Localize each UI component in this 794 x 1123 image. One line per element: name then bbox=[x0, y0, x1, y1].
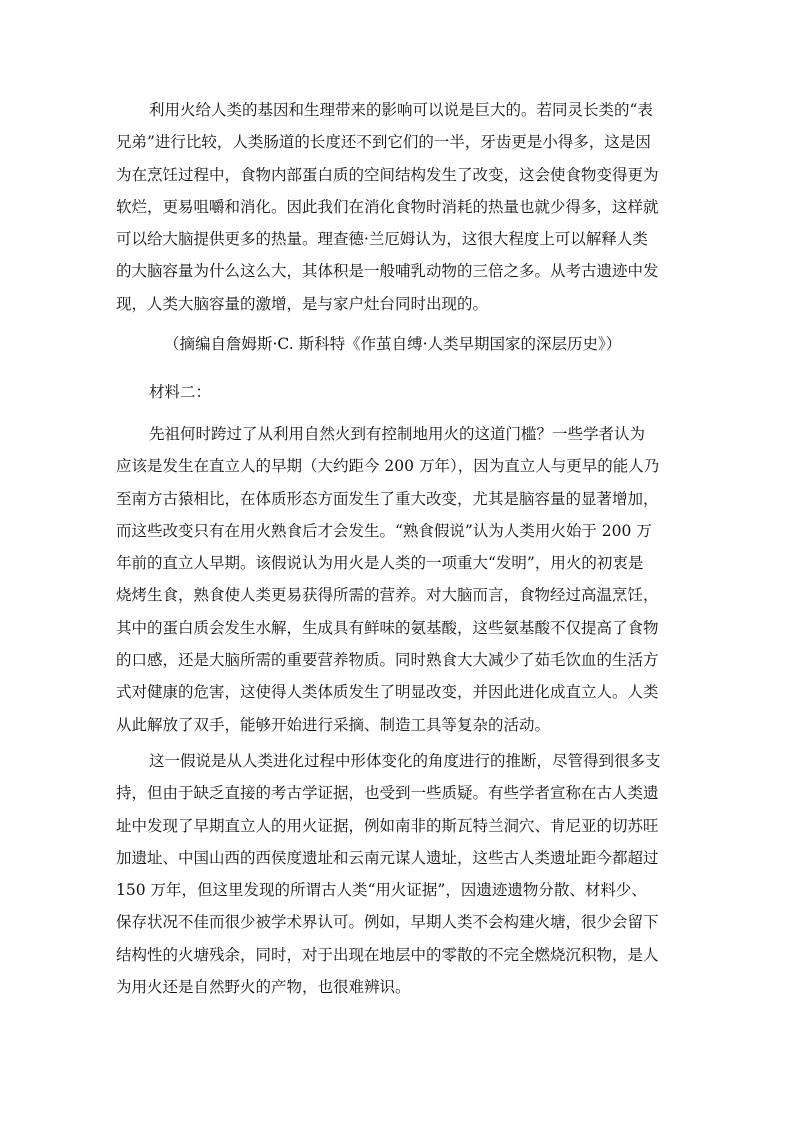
paragraph-line: 150 万年，但这里发现的所谓古人类“用火证据”，因遗迹遗物分散、材料少、 bbox=[116, 881, 647, 900]
paragraph-line: 软烂，更易咀嚼和消化。因此我们在消化食物时消耗的热量也就少得多，这样就 bbox=[116, 197, 659, 216]
paragraph-line: 的大脑容量为什么这么大，其体积是一般哺乳动物的三倍之多。从考古遗迹中发 bbox=[116, 262, 659, 281]
paragraph-1 bbox=[116, 94, 676, 320]
paragraph-line: 至南方古猿相比，在体质形态方面发生了重大改变，尤其是脑容量的显著增加， bbox=[116, 489, 659, 508]
paragraph-line: 为用火还是自然野火的产物，也很难辨识。 bbox=[116, 978, 411, 997]
paragraph-line: 烧烤生食，熟食使人类更易获得所需的营养。对大脑而言，食物经过高温烹饪， bbox=[116, 586, 659, 605]
paragraph-line: 利用火给人类的基因和生理带来的影响可以说是巨大的。若同灵长类的“表 bbox=[149, 101, 653, 119]
paragraph-line: 式对健康的危害，这使得人类体质发生了明显改变，并因此进化成直立人。人类 bbox=[116, 683, 659, 702]
material-heading-text: 材料二： bbox=[149, 383, 212, 401]
paragraph-line: 这一假说是从人类进化过程中形体变化的角度进行的推断，尽管得到很多支 bbox=[149, 752, 661, 770]
paragraph-line: 先祖何时跨过了从利用自然火到有控制地用火的这道门槛？一些学者认为 bbox=[149, 425, 646, 443]
paragraph-line: 现，人类大脑容量的激增，是与家户灶台同时出现的。 bbox=[116, 294, 489, 313]
paragraph-line: 保存状况不佳而很少被学术界认可。例如，早期人类不会构建火塘，很少会留下 bbox=[116, 913, 659, 932]
paragraph-line: 的口感，还是大脑所需的重要营养物质。同时熟食大大减少了茹毛饮血的生活方 bbox=[116, 651, 659, 670]
paragraph-line: 兄弟”进行比较，人类肠道的长度还不到它们的一半，牙齿更是小得多，这是因 bbox=[116, 133, 651, 152]
paragraph-line: 可以给大脑提供更多的热量。理查德·兰厄姆认为，这很大程度上可以解释人类 bbox=[116, 230, 648, 249]
material-heading bbox=[116, 376, 676, 408]
paragraph-line: 址中发现了早期直立人的用火证据，例如南非的斯瓦特兰洞穴、肯尼亚的切苏旺 bbox=[116, 816, 659, 835]
source-citation-text: （摘编自詹姆斯·C. 斯科特《作茧自缚·人类早期国家的深层历史》） bbox=[164, 335, 622, 353]
paragraph-line: 加遗址、中国山西的西侯度遗址和云南元谋人遗址，这些古人类遗址距今都超过 bbox=[116, 848, 659, 867]
paragraph-line: 为在烹饪过程中，食物内部蛋白质的空间结构发生了改变，这会使食物变得更为 bbox=[116, 165, 659, 184]
paragraph-3 bbox=[116, 745, 676, 1003]
paragraph-line: 结构性的火塘残余，同时，对于出现在地层中的零散的不完全燃烧沉积物，是人 bbox=[116, 945, 659, 964]
source-citation bbox=[116, 328, 678, 360]
paragraph-line: 应该是发生在直立人的早期（大约距今 200 万年），因为直立人与更早的能人乃 bbox=[116, 457, 660, 476]
paragraph-line: 从此解放了双手，能够开始进行采摘、制造工具等复杂的活动。 bbox=[116, 715, 551, 734]
paragraph-2 bbox=[116, 418, 676, 741]
paragraph-line: 年前的直立人早期。该假说认为用火是人类的一项重大“发明”，用火的初衷是 bbox=[116, 554, 644, 573]
paragraph-line: 而这些改变只有在用火熟食后才会发生。“熟食假说”认为人类用火始于 200 万 bbox=[116, 521, 652, 540]
paragraph-line: 其中的蛋白质会发生水解，生成具有鲜味的氨基酸，这些氨基酸不仅提高了食物 bbox=[116, 618, 659, 637]
paragraph-line: 持，但由于缺乏直接的考古学证据，也受到一些质疑。有些学者宣称在古人类遗 bbox=[116, 784, 659, 803]
